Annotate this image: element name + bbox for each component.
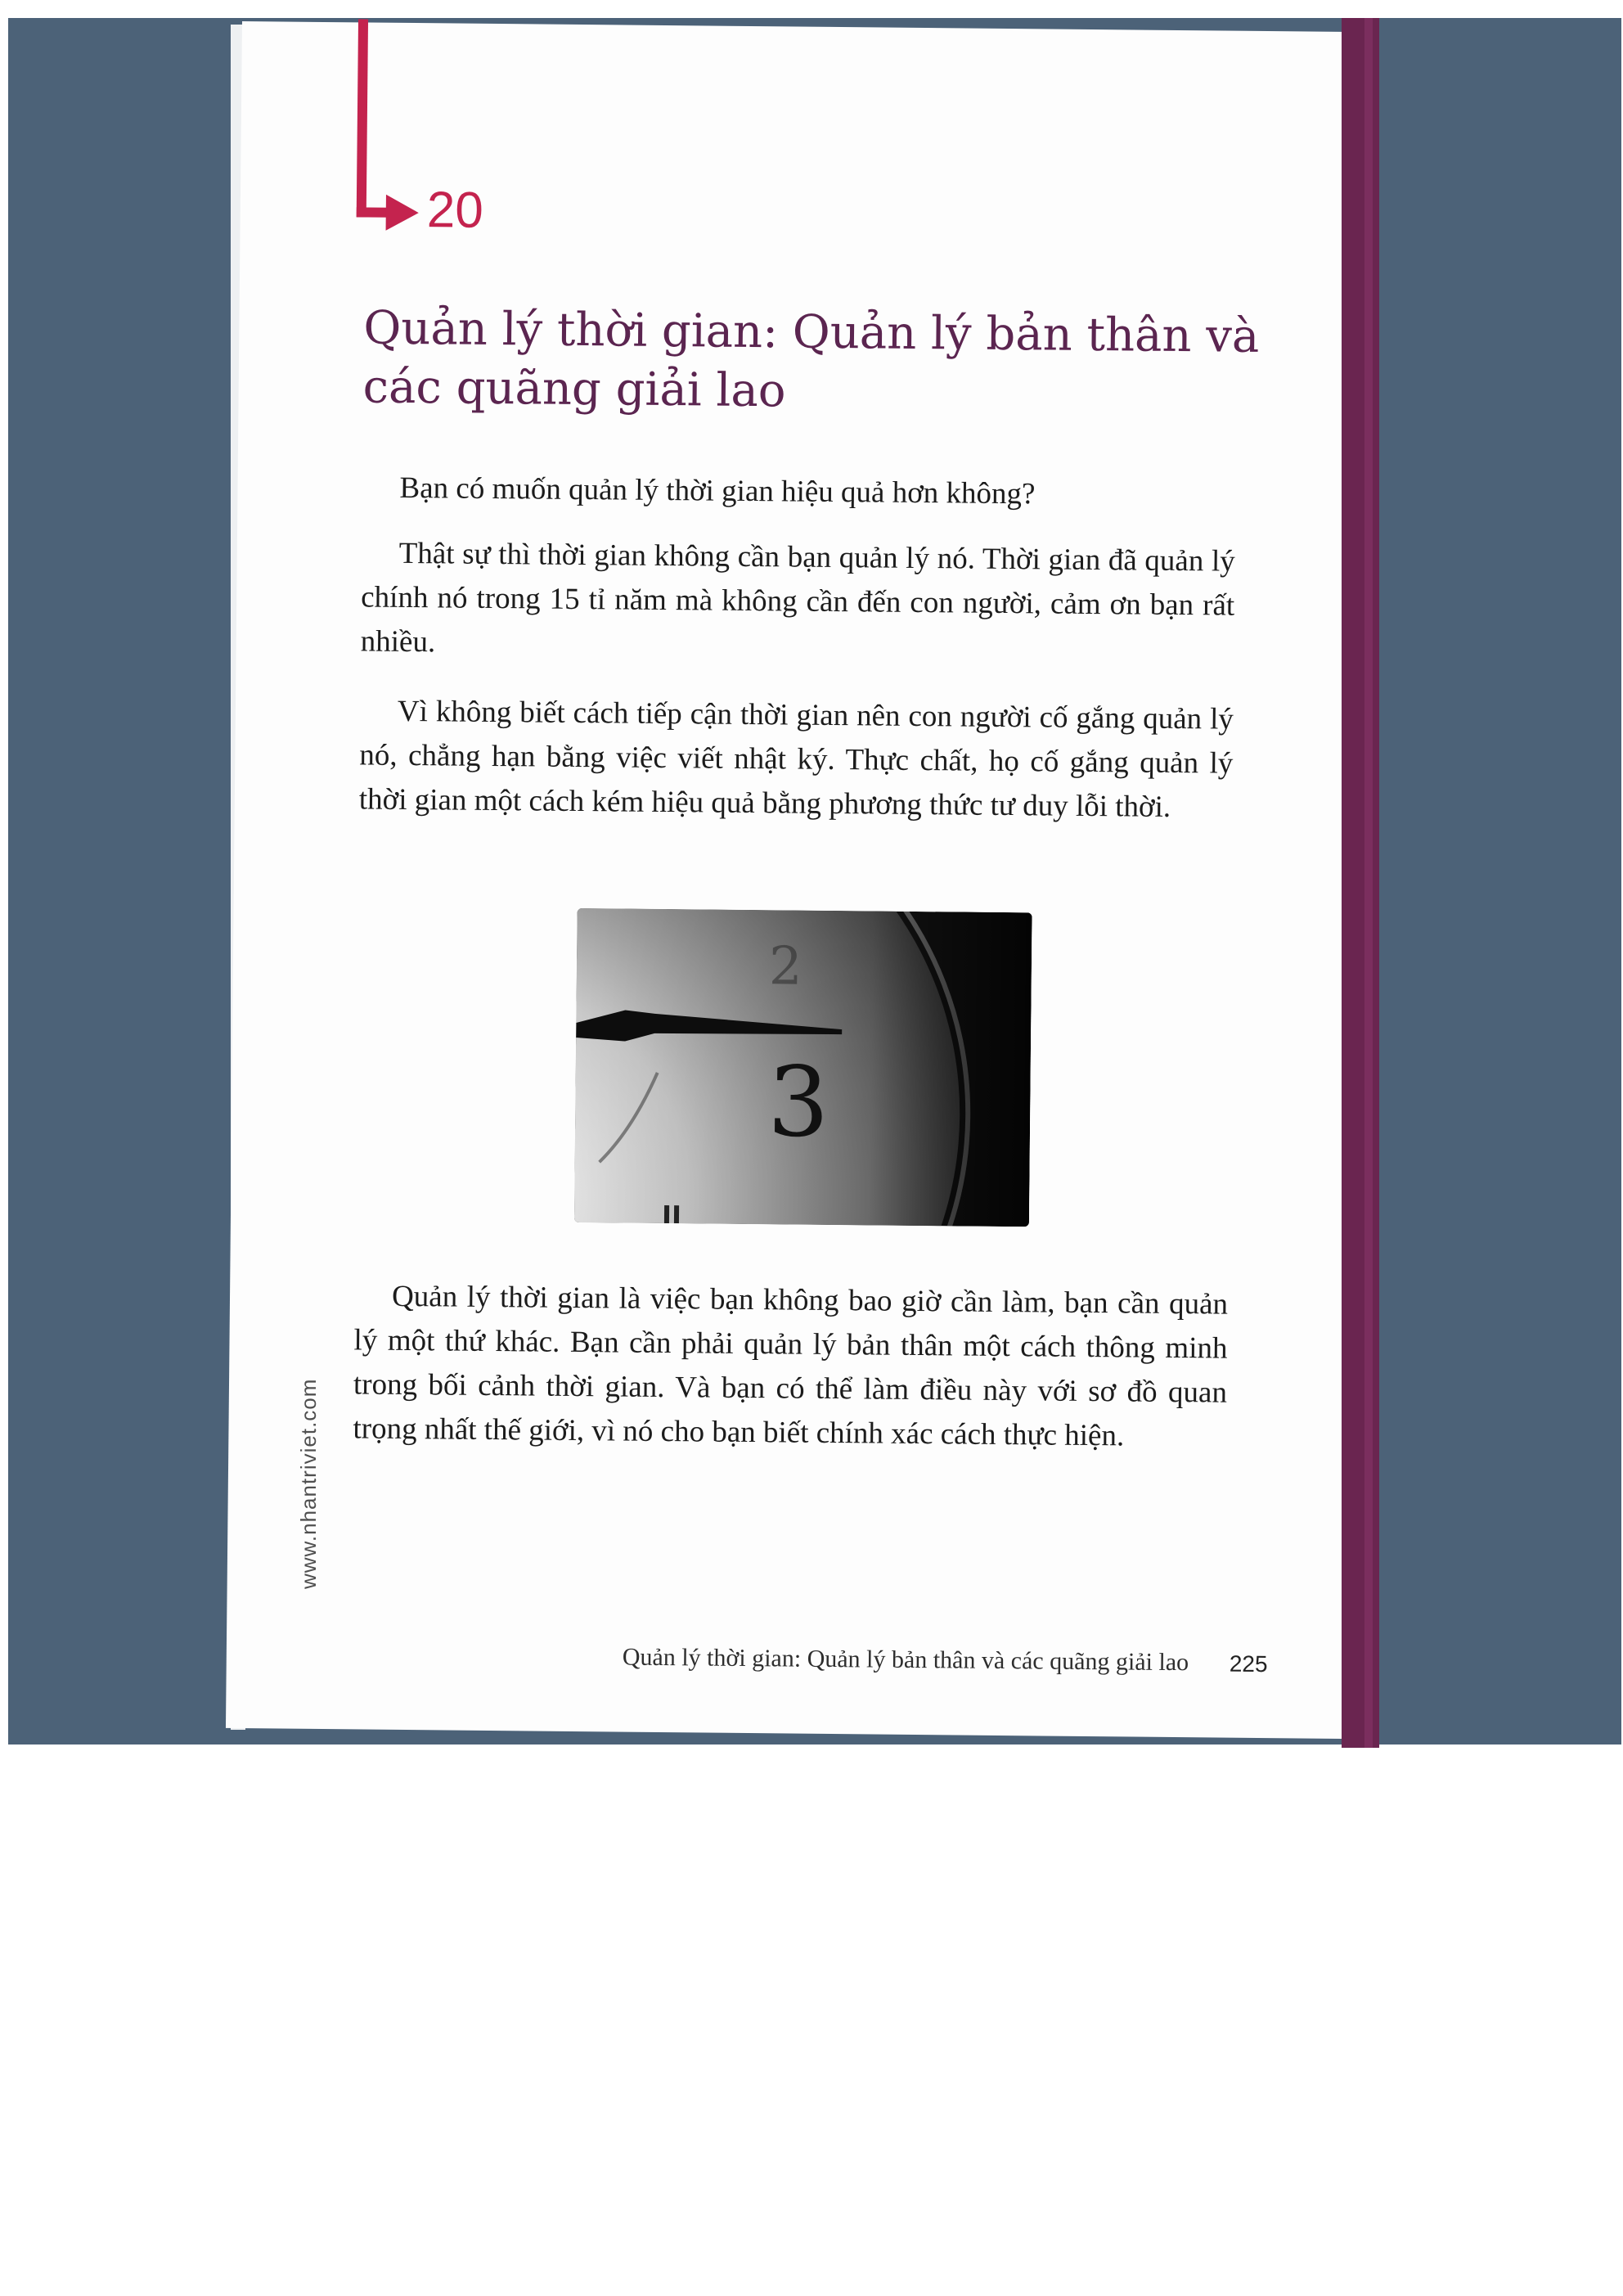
clock-photo: [574, 908, 1032, 1227]
running-head: Quản lý thời gian: Quản lý bản thân và các quãng giải lao: [622, 1643, 1189, 1677]
clock-digit-2: 2: [768, 936, 803, 997]
body-paragraph-2: Thật sự thì thời gian không cần bạn quản lý nó. Thời gian đã quản lý chính nó trong 15 tỉ năm mà không cần đến con người, cảm ơn bạn rất nhiều.: [360, 536, 1235, 660]
clock-face-image: [574, 908, 1032, 1227]
spine-highlight: [1364, 18, 1373, 1748]
chapter-number: 20: [426, 182, 484, 239]
publisher-url: www.nhantriviet.com: [296, 1378, 321, 1589]
body-paragraph-4: Quản lý thời gian là việc bạn không bao giờ cần làm, bạn cần quản lý một thứ khác. Bạn cần phải quản lý bản thân một cách thông minh trong bối cảnh thời gian. Và bạn có thể làm điều này với sơ đồ quan trọng nhất thế giới, vì nó cho bạn biết chính xác cách thực hiện.: [353, 1279, 1229, 1453]
body-paragraph-3: Vì không biết cách tiếp cận thời gian nên con người cố gắng quản lý nó, chẳng hạn bằng việc viết nhật ký. Thực chất, họ cố gắng quản lý thời gian một cách kém hiệu quả bằng phương thức tư duy lỗi thời.: [358, 694, 1234, 824]
arrow-right-icon: [386, 195, 419, 231]
clock-digit-3: 3: [767, 1045, 830, 1159]
page-number: 225: [1229, 1650, 1268, 1677]
chapter-marker-line: [357, 19, 368, 217]
body-paragraph-1: Bạn có muốn quản lý thời gian hiệu quả hơn không?: [399, 470, 1036, 511]
chapter-marker-bend: [357, 207, 389, 217]
book-page: [226, 21, 1379, 1739]
chapter-title: Quản lý thời gian: Quản lý bản thân và các quãng giải lao: [362, 301, 1260, 418]
book-spine: [1342, 18, 1379, 1748]
